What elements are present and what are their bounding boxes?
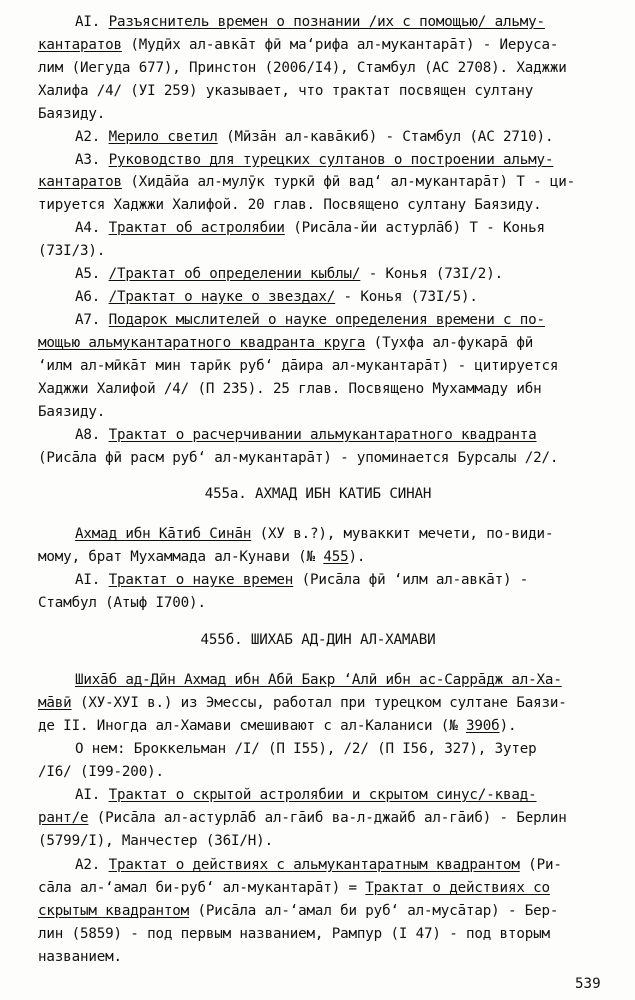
text-line: [38, 333, 598, 353]
text-line: [75, 310, 598, 330]
text-segment: (Рисāла ал-‘амал би руб‘ ал-мусāтар) - Бер-: [189, 903, 559, 919]
text-segment: (Тухфа ал-фукарā фӣ: [365, 335, 534, 351]
underlined-title: мāвӣ: [38, 695, 72, 711]
text-segment: AI.: [75, 14, 109, 30]
text-segment: (Рисāла фӣ ‘илм ал-авкāт) -: [293, 572, 529, 588]
text-segment: - Конья (73I/2).: [360, 266, 503, 282]
text-segment: (Хидāйа ал-мулӯк туркӣ фӣ вад‘ ал-мукантарāт) Т - ци-: [121, 174, 576, 190]
text-segment: (5799/I), Манчестер (36I/H).: [38, 833, 273, 849]
text-segment: О нем: Броккельман /I/ (П I55), /2/ (П I56, 327), Зутер: [75, 741, 537, 757]
text-segment: (ХУ в.?), муваккит мечети, по-види-: [251, 526, 554, 542]
text-segment: 455б. ШИХАБ АД-ДИН АЛ-ХАМАВИ: [200, 632, 436, 648]
text-segment: (Рисāла-йи астурлāб) Т - Конья: [284, 220, 545, 236]
section-heading: [38, 484, 598, 504]
text-segment: де II. Иногда ал-Хамави смешивают с ал-Каланиси (№: [38, 718, 466, 734]
text-segment: (Мӣзāн ал-кавāкиб) - Стамбул (АС 2710).: [217, 129, 554, 145]
text-segment: Баязиду.: [38, 106, 106, 122]
text-line: [38, 172, 598, 192]
text-segment: A4.: [75, 220, 109, 236]
text-line: [38, 241, 598, 261]
underlined-title: кантаратов: [38, 174, 122, 190]
underlined-title: скрытым квадрантом: [38, 903, 190, 919]
text-line: [75, 524, 598, 544]
section-heading: [38, 630, 598, 650]
text-segment: (Ри-: [519, 857, 562, 873]
text-line: [38, 831, 598, 851]
underlined-title: /Трактат о науке о звездах/: [108, 289, 336, 305]
text-segment: ‘илм ал-мӣкāт мин тарӣк руб‘ дāира ал-мукантарāт) - цитируется: [38, 358, 559, 374]
text-line: [75, 425, 598, 445]
text-line: [38, 693, 598, 713]
text-line: [38, 593, 598, 613]
text-line: [75, 570, 598, 590]
text-line: [38, 195, 598, 215]
text-line: [38, 402, 598, 422]
text-segment: названием.: [38, 949, 122, 965]
text-segment: A2.: [75, 857, 109, 873]
text-segment: 455а. АХМАД ИБН КАТИБ СИНАН: [204, 486, 432, 502]
text-segment: A7.: [75, 312, 109, 328]
underlined-title: кантаратов: [38, 37, 122, 53]
text-line: [38, 81, 598, 101]
text-line: [75, 150, 598, 170]
text-segment: (ХУ-ХУI в.) из Эмессы, работал при турецком султане Баязи-: [71, 695, 567, 711]
underlined-title: Трактат о науке времен: [108, 572, 294, 588]
text-line: [38, 901, 598, 921]
text-segment: (Мудӣх ал-авкāт фӣ ма‘рифа ал-мукантарāт) - Иеруса-: [121, 37, 559, 53]
text-line: [75, 12, 598, 32]
text-line: [38, 356, 598, 376]
text-line: [38, 924, 598, 944]
text-segment: AI.: [75, 572, 109, 588]
underlined-title: Шихāб ад-Дӣн Ахмад ибн Абӣ Бакр ‘Алӣ ибн ас-Саррāдж ал-Ха-: [75, 672, 562, 688]
text-line: [38, 35, 598, 55]
text-segment: (73I/3).: [38, 243, 106, 259]
underlined-title: Трактат о действиях с альмукантаратным квадрантом: [108, 857, 520, 873]
text-line: [75, 218, 598, 238]
underlined-title: Трактат о скрытой астролябии и скрытом синус/-квад-: [108, 787, 537, 803]
text-line: [38, 104, 598, 124]
underlined-title: мощью альмукантаратного квадранта круга: [38, 335, 366, 351]
underlined-title: Ахмад ибн Кāтиб Синāн: [75, 526, 252, 542]
text-segment: (Рисāла фӣ расм руб‘ ал-мукантарāт) - упоминается Бурсалы /2/.: [38, 450, 559, 466]
text-segment: ).: [348, 549, 366, 565]
underlined-title: Трактат о действиях со: [365, 880, 550, 896]
text-segment: (Рисāла ал-астурлāб ал-гāиб ва-л-джайб ал-гāиб) - Берлин: [88, 810, 567, 826]
text-segment: A3.: [75, 152, 109, 168]
text-line: [38, 762, 598, 782]
page-number: 539: [575, 976, 601, 992]
text-line: [38, 947, 598, 967]
text-line: [38, 379, 598, 399]
text-line: [75, 287, 598, 307]
text-segment: сāла ал-‘амал би-руб‘ ал-мукантарāт) =: [38, 880, 366, 896]
text-line: [38, 808, 598, 828]
text-line: [75, 785, 598, 805]
underlined-title: Подарок мыслителей о науке определения времени с по-: [108, 312, 545, 328]
text-segment: AI.: [75, 787, 109, 803]
text-segment: мому, брат Мухаммада ал-Кунави (№: [38, 549, 324, 565]
text-segment: ).: [499, 718, 517, 734]
text-segment: /I6/ (I99-200).: [38, 764, 164, 780]
underlined-title: 455: [323, 549, 349, 565]
text-segment: Баязиду.: [38, 404, 106, 420]
text-segment: лин (5859) - под первым названием, Рампур (I 47) - под вторым: [38, 926, 550, 942]
underlined-title: Разъяснитель времен о познании /их с помощью/ альму-: [108, 14, 545, 30]
text-segment: A6.: [75, 289, 109, 305]
text-segment: Хаджжи Халифой /4/ (П 235). 25 глав. Посвящено Мухаммаду ибн: [38, 381, 542, 397]
text-segment: A5.: [75, 266, 109, 282]
text-line: [75, 127, 598, 147]
underlined-title: /Трактат об определении кыблы/: [108, 266, 361, 282]
text-line: [38, 58, 598, 78]
underlined-title: Мерило светил: [108, 129, 218, 145]
underlined-title: 390б: [465, 718, 500, 734]
text-line: [75, 264, 598, 284]
text-line: [75, 670, 598, 690]
text-line: [38, 547, 598, 567]
text-segment: лим (Иегуда 677), Принстон (2006/I4), Стамбул (АС 2708). Хаджжи: [38, 60, 567, 76]
text-line: [38, 878, 598, 898]
underlined-title: Руководство для турецких султанов о построении альму-: [108, 152, 554, 168]
text-line: [38, 448, 598, 468]
text-line: [75, 855, 598, 875]
text-segment: - Конья (73I/5).: [335, 289, 478, 305]
text-line: [38, 716, 598, 736]
underlined-title: рант/е: [38, 810, 89, 826]
text-segment: Стамбул (Атыф I700).: [38, 595, 206, 611]
text-segment: Халифа /4/ (УI 259) указывает, что трактат посвящен султану: [38, 83, 534, 99]
text-line: [75, 739, 598, 759]
underlined-title: Трактат о расчерчивании альмукантаратного квадранта: [108, 427, 537, 443]
text-segment: тируется Хаджжи Халифой. 20 глав. Посвящено султану Баязиду.: [38, 197, 542, 213]
underlined-title: Трактат об астролябии: [108, 220, 285, 236]
text-segment: A8.: [75, 427, 109, 443]
text-segment: A2.: [75, 129, 109, 145]
